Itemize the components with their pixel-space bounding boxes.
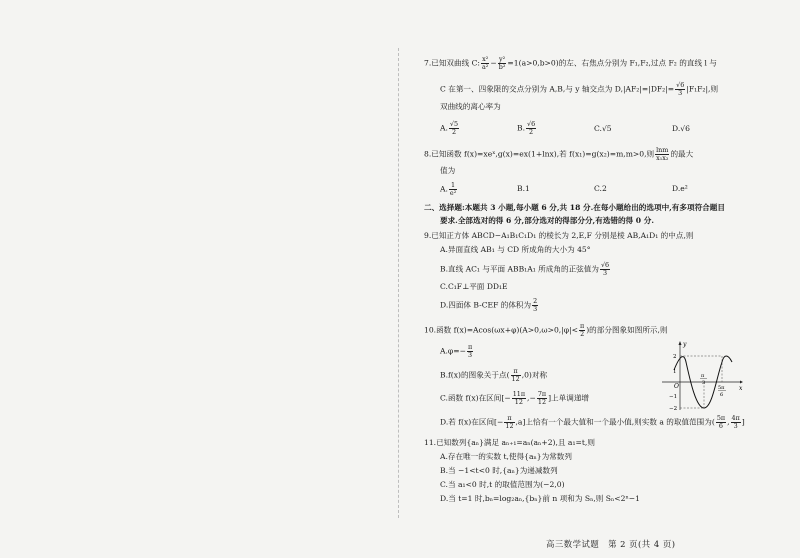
- graph-x-label: x: [739, 385, 743, 392]
- q11-option-a: A.存在唯一的实数 t,使得{aₙ}为常数列: [440, 452, 572, 461]
- section2-heading-line1: 二、选择题:本题共 3 小题,每小题 6 分,共 18 分.在每小题给出的选项中,有多项符合题目: [424, 203, 725, 212]
- graph-tick-5pi: 5π: [718, 385, 725, 391]
- q8-option-d: D.e²: [672, 184, 688, 193]
- graph-y-label: y: [683, 341, 687, 348]
- graph-tick-1: 1: [673, 369, 677, 375]
- graph-tick-2: 2: [673, 354, 677, 360]
- graph-origin: O: [674, 383, 679, 390]
- q8-option-b: B.1: [517, 184, 530, 193]
- q7-line3: 双曲线的离心率为: [440, 102, 501, 111]
- page-footer: 高三数学试题 第 2 页(共 4 页): [546, 539, 676, 549]
- section2-heading-line2: 要求.全部选对的得 6 分,部分选对的得部分分,有选错的得 0 分.: [440, 216, 654, 225]
- q7-line1: 7.已知双曲线 C: $\frac{\text{x²}}{\text{a²}}$ − $\frac{\text{y²}}{\text{b²}}$ =1(a>0,b>0)的左、右焦点分别为 F₁,F₂,过点 F₂ 的直线 l 与: [424, 55, 717, 71]
- q9-option-c: C.C₁F⊥平面 DD₁E: [440, 282, 508, 291]
- graph-x-arrow: [740, 381, 743, 384]
- fold-line: [398, 48, 399, 518]
- graph-y-arrow: [679, 341, 682, 345]
- q10-option-d: D.若 f(x)在区间[− $\frac{\pi}{12}$ ,a]上恰有一个最大值和一个最小值,则实数 a 的取值范围为( $\frac{5\pi}{6}$ , $\frac{4\pi}{3}$ ]: [440, 414, 745, 430]
- graph-tick-6: 6: [720, 392, 724, 398]
- q7-option-c: C.√5: [594, 124, 612, 133]
- q11-option-c: C.当 a₁<0 时,t 的取值范围为(−2,0): [440, 480, 565, 489]
- q9-option-a: A.异面直线 AB₁ 与 CD 所成角的大小为 45°: [440, 245, 591, 254]
- q11-stem: 11.已知数列{aₙ}满足 aₙ₊₁=aₙ(aₙ+2),且 a₁=t,则: [424, 438, 595, 447]
- graph-tick-3: 3: [702, 380, 706, 386]
- q7-line2: C 在第一、四象限的交点分别为 A,B,与 y 轴交点为 D,|AF₂|=|DF₂|= $\frac{√6}{3}$ |F₁F₂|,则: [440, 81, 719, 97]
- q7-frac-sqrt6-3: $\frac{√6}{3}$: [676, 81, 685, 97]
- q9-stem: 9.已知正方体 ABCD−A₁B₁C₁D₁ 的棱长为 2,E,F 分别是棱 AB,A₁D₁ 的中点,则: [424, 231, 694, 240]
- q8-option-c: C.2: [594, 184, 607, 193]
- q8-line2: 值为: [440, 166, 456, 175]
- q11-option-d: D.当 t=1 时,bₙ=log₂aₙ,{bₙ}前 n 项和为 Sₙ,则 Sₙ<2ⁿ−1: [440, 494, 640, 503]
- graph-tick-m2: −2: [669, 406, 678, 412]
- q8-line1: 8.已知函数 f(x)=xeˣ,g(x)=ex(1+lnx),若 f(x₁)=g(x₂)=m,m>0,则 $\frac{\ln m}{\text{x₁x₂}}$ 的最大: [424, 146, 694, 162]
- q7-option-d: D.√6: [672, 124, 690, 133]
- q7-option-b: B. $\frac{√6}{2}$: [517, 120, 536, 136]
- q7-option-a: A. $\frac{√5}{2}$: [440, 120, 459, 136]
- q10-stem: 10.函数 f(x)=Acos(ωx+φ)(A>0,ω>0,|φ|< $\frac{\pi}{2}$ )的部分图象如图所示,则: [424, 322, 668, 338]
- q10-option-c: C.函数 f(x)在区间[− $\frac{11\pi}{12}$ ,− $\frac{7\pi}{12}$ ]上单调递增: [440, 390, 590, 406]
- graph-tick-m1: −1: [669, 394, 678, 400]
- q10-graph: [660, 340, 744, 412]
- q7-frac-y: $\frac{\text{y²}}{\text{b²}}$: [498, 55, 506, 71]
- q10-option-b: B.f(x)的图象关于点( $\frac{\pi}{12}$ ,0)对称: [440, 367, 548, 383]
- q10-option-a: A.φ=− $\frac{\pi}{3}$: [440, 343, 473, 359]
- q7-frac-x: $\frac{\text{x²}}{\text{a²}}$: [482, 55, 489, 71]
- q9-option-d: D.四面体 B-CEF 的体积为 $\frac{2}{3}$: [440, 297, 538, 313]
- q11-option-b: B.当 −1<t<0 时,{aₙ}为递减数列: [440, 466, 558, 475]
- q8-frac: $\frac{\ln m}{\text{x₁x₂}}$: [656, 146, 669, 162]
- q8-option-a: A. $\frac{1}{\text{e²}}$: [440, 181, 457, 197]
- q9-option-b: B.直线 AC₁ 与平面 ABB₁A₁ 所成角的正弦值为 $\frac{√6}{3}$: [440, 261, 610, 277]
- graph-tick-pi: π: [701, 373, 705, 379]
